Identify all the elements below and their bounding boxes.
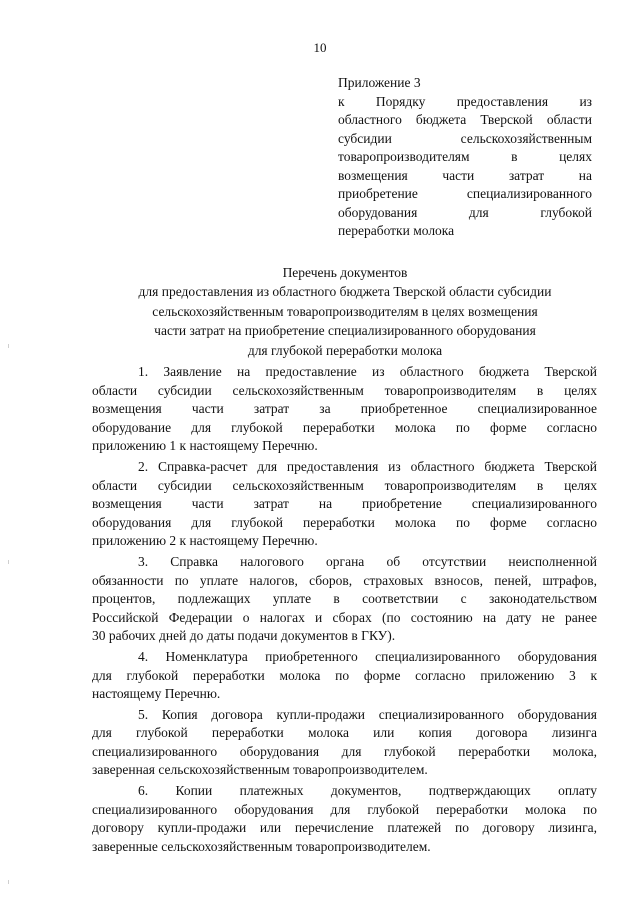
appendix-line: Приложение 3	[338, 75, 421, 90]
appendix-line: оборудования для глубокой	[338, 204, 592, 220]
item-line: возмещения части затрат на приобретение специализированного	[92, 496, 597, 512]
item-line: процентов, подлежащих уплате в соответствии с законодательством	[92, 591, 597, 607]
documents-list	[92, 363, 597, 858]
list-item	[92, 458, 597, 551]
title-line: части затрат на приобретение специализированного оборудования	[154, 323, 536, 339]
item-line: 5. Копия договора купли-продажи специализированного оборудования	[138, 706, 597, 722]
appendix-line: областного бюджета Тверской области	[338, 112, 592, 127]
item-line: возмещения части затрат за приобретенное специализированное	[92, 401, 597, 417]
item-line: 3. Справка налогового органа об отсутствии неисполненной	[138, 553, 597, 569]
item-line: специализированного оборудования для глубокой переработки молока по	[92, 801, 597, 817]
document-title	[90, 263, 600, 360]
title-line: Перечень документов	[282, 265, 408, 280]
page-number: 10	[313, 40, 327, 55]
appendix-line: субсидии сельскохозяйственным	[338, 130, 592, 146]
item-line: для глубокой переработки молока или копия договора лизинга	[92, 725, 597, 741]
list-item	[92, 706, 597, 780]
title-line: для глубокой переработки молока	[247, 342, 443, 358]
item-line: оборудования для глубокой переработки молока по форме согласно	[92, 514, 597, 530]
appendix-line: к Порядку предоставления из	[338, 93, 592, 109]
item-line: договору купли-продажи или перечисление платежей по договору лизинга,	[92, 820, 597, 836]
title-line: сельскохозяйственным товаропроизводителям в целях возмещения	[152, 303, 538, 319]
list-item	[92, 363, 597, 456]
item-line: области субсидии сельскохозяйственным товаропроизводителям в целях	[92, 382, 597, 398]
item-line: заверенная сельскохозяйственным товаропроизводителем.	[92, 762, 428, 778]
item-line: 30 рабочих дней до даты подачи документов в ГКУ).	[92, 628, 396, 644]
item-line: обязанности по уплате налогов, сборов, страховых взносов, пеней, штрафов,	[92, 572, 597, 588]
item-line: настоящему Перечню.	[92, 686, 221, 702]
appendix-line: переработки молока	[338, 223, 455, 238]
scan-mark	[8, 560, 9, 564]
item-line: Российской Федерации о налогах и сборах (по состоянию на дату не ранее	[92, 609, 597, 625]
list-item	[92, 648, 597, 704]
appendix-line: возмещения части затрат на	[338, 167, 592, 183]
item-line: 1. Заявление на предоставление из областного бюджета Тверской	[138, 364, 597, 379]
item-line: для глубокой переработки молока по форме согласно приложению 3 к	[92, 667, 597, 683]
item-line: 6. Копии платежных документов, подтверждающих оплату	[138, 783, 597, 799]
scan-mark	[8, 880, 9, 884]
item-line: заверенные сельскохозяйственным товаропроизводителем.	[92, 838, 431, 854]
list-item	[92, 553, 597, 646]
appendix-line: приобретение специализированного	[338, 186, 592, 201]
list-item	[92, 782, 597, 856]
item-line: области субсидии сельскохозяйственным товаропроизводителям в целях	[92, 477, 597, 493]
item-line: приложению 1 к настоящему Перечню.	[92, 438, 318, 454]
title-line: для предоставления из областного бюджета Тверской области субсидии	[138, 284, 552, 300]
item-line: 2. Справка-расчет для предоставления из областного бюджета Тверской	[138, 458, 597, 474]
appendix-line: товаропроизводителям в целях	[338, 149, 592, 164]
item-line: приложению 2 к настоящему Перечню.	[92, 533, 318, 549]
item-line: специализированного оборудования для глубокой переработки молока,	[92, 743, 597, 759]
item-line: 4. Номенклатура приобретенного специализированного оборудования	[138, 648, 597, 664]
scan-mark	[8, 344, 9, 348]
appendix-header	[338, 74, 592, 241]
item-line: оборудование для глубокой переработки молока по форме согласно	[92, 419, 597, 435]
